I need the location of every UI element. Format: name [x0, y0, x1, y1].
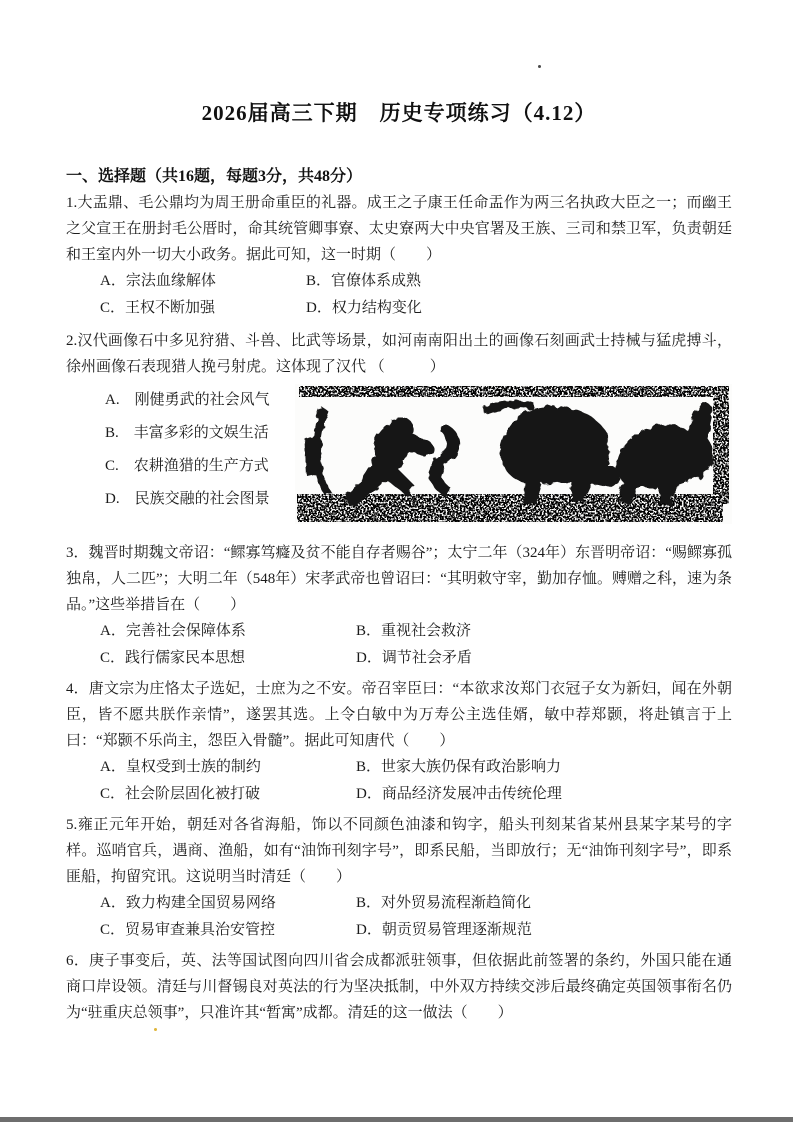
question-5-stem: 5.雍正元年开始，朝廷对各省海船，饰以不同颜色油漆和钩字，船头刊刻某省某州县某字某号的字样。巡哨官兵，遇商、渔船，如有“油饰刊刻字号”，即系民船，当即放行；无“油饰刊刻字号”，即系匪船，拘留究讯。这说明当时清廷（ ）	[66, 817, 732, 885]
question-4-option-c: C．社会阶层固化被打破	[100, 786, 261, 802]
question-1-option-c: C．王权不断加强	[100, 300, 216, 316]
question-4-stem: 4．唐文宗为庄恪太子选妃，士庶为之不安。帝召宰臣曰：“本欲求汝郑门衣冠子女为新妇，闻在外朝臣，皆不愿共朕作亲情”，遂罢其选。上令白敏中为万寿公主选佳婿，敏中荐郑颢，将赴镇言于上曰：“郑颢不乐尚主，怨臣入骨髓”。据此可知唐代（ ）	[66, 681, 732, 749]
question-3	[66, 540, 732, 672]
question-5-option-b: B．对外贸易流程渐趋简化	[356, 895, 532, 911]
question-1-stem: 1.大盂鼎、毛公鼎均为周王册命重臣的礼器。成王之子康王任命盂作为两三名执政大臣之一；而幽王之父宣王在册封毛公厝时，命其统管卿事寮、太史寮两大中央官署及王族、三司和禁卫军，负责朝廷和王室内外一切大小政务。据此可知，这一时期（ ）	[66, 195, 732, 263]
question-4-option-b: B．世家大族仍保有政治影响力	[356, 759, 562, 775]
scan-artifact-dot	[538, 65, 541, 68]
question-3-stem: 3．魏晋时期魏文帝诏：“鳏寡笃癃及贫不能自存者赐谷”；太宁二年（324年）东晋明帝诏：“赐鳏寡孤独帛，人二匹”；大明二年（548年）宋孝武帝也曾诏曰：“其明敕守宰，勤加存恤。赙赠之科，速为条品。”这些举措旨在（ ）	[66, 545, 732, 613]
question-3-option-c: C．践行儒家民本思想	[100, 650, 246, 666]
question-3-option-b: B．重视社会救济	[356, 623, 472, 639]
question-2-option-d: D. 民族交融的社会图景	[105, 491, 270, 507]
exam-page	[66, 0, 732, 1026]
question-5-option-d: D．朝贡贸易管理逐渐规范	[356, 922, 532, 938]
question-3-option-a: A．完善社会保障体系	[100, 623, 246, 639]
question-5-option-c: C．贸易审查兼具治安管控	[100, 922, 276, 938]
question-1	[66, 190, 732, 322]
question-4-options	[66, 754, 732, 808]
question-2-body	[66, 384, 732, 524]
question-5-option-a: A．致力构建全国贸易网络	[100, 895, 276, 911]
question-4-option-d: D．商品经济发展冲击传统伦理	[356, 786, 562, 802]
question-2	[66, 328, 732, 524]
question-1-option-d: D．权力结构变化	[306, 300, 422, 316]
question-3-option-d: D．调节社会矛盾	[356, 650, 472, 666]
question-6	[66, 948, 732, 1026]
question-2-options	[66, 384, 295, 516]
question-1-option-b: B．官僚体系成熟	[306, 273, 422, 289]
page-title: 2026届高三下期 历史专项练习（4.12）	[201, 101, 597, 125]
question-4	[66, 676, 732, 808]
question-5	[66, 812, 732, 944]
question-6-stem: 6．庚子事变后，英、法等国试图向四川省会成都派驻领事，但依据此前签署的条约，外国只能在通商口岸设领。清廷与川督锡良对英法的行为坚决抵制，中外双方持续交涉后最终确定英国领事衔名仍为“驻重庆总领事”，只准许其“暂寓”成都。清廷的这一做法（ ）	[66, 953, 732, 1021]
question-4-option-a: A．皇权受到士族的制约	[100, 759, 261, 775]
scan-artifact-dot-yellow	[154, 1028, 157, 1031]
question-3-options	[66, 618, 732, 672]
han-stone-relief-image	[295, 384, 732, 524]
question-5-options	[66, 890, 732, 944]
question-1-option-a: A．宗法血缘解体	[100, 273, 216, 289]
question-2-option-c: C. 农耕渔猎的生产方式	[105, 458, 269, 474]
question-1-options	[66, 268, 732, 322]
question-2-option-b: B. 丰富多彩的文娱生活	[105, 425, 269, 441]
window-bottom-edge	[0, 1117, 793, 1122]
question-2-option-a: A. 刚健勇武的社会风气	[105, 392, 270, 408]
question-2-stem: 2.汉代画像石中多见狩猎、斗兽、比武等场景，如河南南阳出土的画像石刻画武士持械与猛虎搏斗，徐州画像石表现猎人挽弓射虎。这体现了汉代 （ ）	[66, 333, 732, 375]
section-header: 一、选择题（共16题，每题3分，共48分）	[66, 168, 363, 185]
